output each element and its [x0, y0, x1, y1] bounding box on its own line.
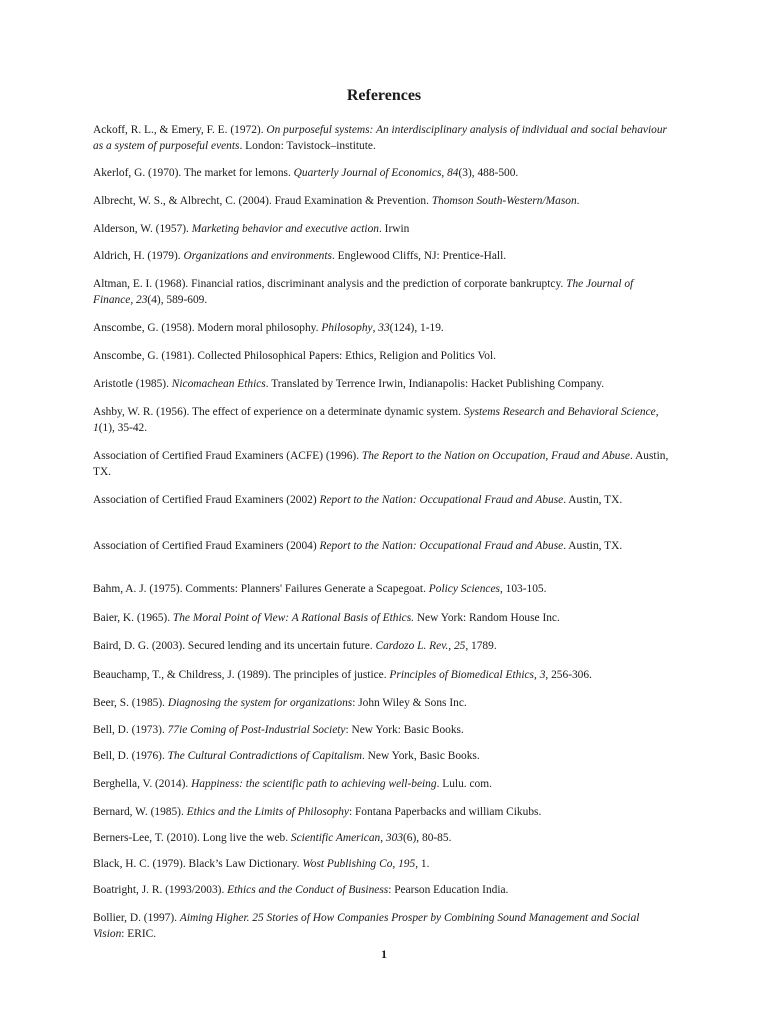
- reference-italic-text: Philosophy: [321, 322, 373, 334]
- reference-text: Altman, E. I. (1968). Financial ratios, discriminant analysis and the prediction of corporate bankruptcy.: [93, 278, 567, 290]
- reference-text: . New York, Basic Books.: [361, 750, 480, 762]
- reference-text: : New York: Basic Books.: [345, 724, 464, 736]
- reference-text: (6), 80-85.: [403, 832, 452, 844]
- reference-italic-text: Happiness: the scientific path to achieving well-being: [191, 778, 437, 790]
- reference-italic-text: Cardozo L. Rev., 25: [375, 640, 466, 652]
- reference-italic-text: The Report to the Nation on Occupation, Fraud and Abuse: [361, 450, 630, 462]
- reference-text: : ERIC.: [121, 928, 157, 940]
- reference-entry: [93, 448, 673, 480]
- reference-text: . Austin, TX.: [563, 540, 623, 552]
- reference-italic-text: The Cultural Contradictions of Capitalism: [167, 750, 362, 762]
- reference-text: Berners-Lee, T. (2010). Long live the web.: [93, 832, 291, 844]
- reference-entry: [93, 165, 673, 181]
- reference-text: Association of Certified Fraud Examiners (ACFE) (1996).: [93, 450, 362, 462]
- reference-italic-text: Report to the Nation: Occupational Fraud and Abuse: [319, 540, 564, 552]
- reference-text: Baier, K. (1965).: [93, 612, 173, 624]
- reference-entry: [93, 404, 673, 436]
- reference-italic-text: 1: [93, 422, 99, 434]
- reference-entry: [93, 248, 673, 264]
- reference-italic-text: Wost Publishing Co, 195: [302, 858, 416, 870]
- reference-text: Baird, D. G. (2003). Secured lending and its uncertain future.: [93, 640, 376, 652]
- reference-italic-text: Principles of Biomedical Ethics: [389, 669, 534, 681]
- reference-text: Alderson, W. (1957).: [93, 223, 192, 235]
- reference-text: : Pearson Education India.: [388, 884, 509, 896]
- reference-text: Bell, D. (1973).: [93, 724, 168, 736]
- reference-text: Anscombe, G. (1958). Modern moral philosophy.: [93, 322, 322, 334]
- reference-text: Beer, S. (1985).: [93, 697, 168, 709]
- reference-text: ,: [655, 406, 659, 418]
- reference-text: , 256-306.: [545, 669, 592, 681]
- reference-text: Akerlof, G. (1970). The market for lemons.: [93, 167, 294, 179]
- reference-text: (1), 35-42.: [98, 422, 148, 434]
- reference-entry: [93, 610, 673, 626]
- reference-text: ,: [380, 832, 386, 844]
- reference-entry: [93, 748, 673, 764]
- reference-entry: [93, 376, 673, 392]
- reference-italic-text: 3: [539, 669, 546, 681]
- reference-text: , 1.: [415, 858, 430, 870]
- reference-italic-text: Systems Research and Behavioral Science: [463, 406, 656, 418]
- reference-entry: [93, 695, 673, 711]
- reference-entry: [93, 492, 673, 508]
- reference-entry: [93, 581, 673, 597]
- reference-entry: [93, 122, 673, 154]
- reference-italic-text: Marketing behavior and executive action: [191, 223, 379, 235]
- reference-italic-text: Aiming Higher. 25 Stories of How Companies Prosper by Combining Sound Management and Social Vision: [93, 912, 640, 940]
- reference-text: Bernard, W. (1985).: [93, 806, 187, 818]
- reference-text: Albrecht, W. S., & Albrecht, C. (2004). Fraud Examination & Prevention.: [93, 195, 432, 207]
- reference-text: . Irwin: [378, 223, 410, 235]
- reference-text: Bollier, D. (1997).: [93, 912, 180, 924]
- reference-text: (4), 589-609.: [147, 294, 208, 306]
- reference-italic-text: The Journal of Finance, 23: [93, 278, 634, 306]
- reference-text: . London: Tavistock–institute.: [239, 140, 376, 152]
- reference-text: Beauchamp, T., & Childress, J. (1989). The principles of justice.: [93, 669, 390, 681]
- reference-italic-text: The Moral Point of View: A Rational Basis of Ethics.: [172, 612, 414, 624]
- reference-italic-text: Nicomachean Ethics: [171, 378, 266, 390]
- reference-entry: [93, 276, 673, 308]
- reference-entry: [93, 638, 673, 654]
- reference-text: , 1789.: [465, 640, 497, 652]
- reference-entry: [93, 193, 673, 209]
- reference-text: Association of Certified Fraud Examiners (2002): [93, 494, 320, 506]
- reference-text: . Englewood Cliffs, NJ: Prentice-Hall.: [331, 250, 507, 262]
- reference-italic-text: Ethics and the Conduct of Business: [227, 884, 389, 896]
- reference-text: Aristotle (1985).: [93, 378, 172, 390]
- reference-text: . Lulu. com.: [436, 778, 492, 790]
- reference-text: Bell, D. (1976).: [93, 750, 168, 762]
- reference-text: : John Wiley & Sons Inc.: [352, 697, 467, 709]
- reference-text: ,: [534, 669, 540, 681]
- reference-text: Boatright, J. R. (1993/2003).: [93, 884, 228, 896]
- reference-text: (3), 488-500.: [458, 167, 519, 179]
- reference-italic-text: On purposeful systems: An interdisciplinary analysis of individual and social behaviour as a system of purposeful events: [93, 124, 667, 152]
- reference-italic-text: Diagnosing the system for organizations: [167, 697, 353, 709]
- reference-text: Black, H. C. (1979). Black’s Law Dictionary.: [93, 858, 303, 870]
- reference-italic-text: Quarterly Journal of Economics, 84: [293, 167, 459, 179]
- reference-text: .: [576, 195, 580, 207]
- reference-italic-text: Organizations and environments: [183, 250, 332, 262]
- reference-entry: [93, 538, 673, 554]
- reference-entry: [93, 856, 673, 872]
- reference-entry: [93, 804, 673, 820]
- reference-entry: [93, 667, 673, 683]
- reference-text: New York: Random House Inc.: [413, 612, 560, 624]
- reference-entry: [93, 320, 673, 336]
- reference-italic-text: 77ie Coming of Post-Industrial Society: [167, 724, 346, 736]
- reference-entry: [93, 910, 673, 942]
- reference-text: Berghella, V. (2014).: [93, 778, 192, 790]
- reference-entry: [93, 882, 673, 898]
- reference-entry: [93, 348, 673, 364]
- reference-text: Aldrich, H. (1979).: [93, 250, 184, 262]
- reference-italic-text: 303: [385, 832, 404, 844]
- reference-italic-text: Policy Sciences: [428, 583, 500, 595]
- reference-text: Association of Certified Fraud Examiners (2004): [93, 540, 320, 552]
- reference-text: Bahm, A. J. (1975). Comments: Planners' Failures Generate a Scapegoat.: [93, 583, 429, 595]
- reference-text: ,: [372, 322, 379, 334]
- reference-entry: [93, 722, 673, 738]
- reference-text: Anscombe, G. (1981). Collected Philosophical Papers: Ethics, Religion and Politics Vol.: [93, 350, 496, 362]
- reference-italic-text: Report to the Nation: Occupational Fraud and Abuse: [319, 494, 564, 506]
- reference-italic-text: Thomson South-Western/Mason: [431, 195, 577, 207]
- reference-text: Ashby, W. R. (1956). The effect of experience on a determinate dynamic system.: [93, 406, 464, 418]
- reference-text: . Austin, TX.: [93, 450, 669, 478]
- reference-text: : Fontana Paperbacks and william Cikubs.: [348, 806, 542, 818]
- reference-text: Ackoff, R. L., & Emery, F. E. (1972).: [93, 124, 267, 136]
- reference-entry: [93, 221, 673, 237]
- reference-entry: [93, 830, 673, 846]
- reference-text: . Austin, TX.: [563, 494, 623, 506]
- reference-entry: [93, 776, 673, 792]
- page-title: References: [346, 87, 422, 104]
- reference-text: , 103-105.: [499, 583, 547, 595]
- page-number: 1: [381, 947, 387, 961]
- reference-text: (124), 1-19.: [389, 322, 444, 334]
- reference-italic-text: 33: [378, 322, 390, 334]
- reference-italic-text: Scientific American: [290, 832, 381, 844]
- reference-text: . Translated by Terrence Irwin, Indianapolis: Hacket Publishing Company.: [265, 378, 605, 390]
- reference-italic-text: Ethics and the Limits of Philosophy: [186, 806, 349, 818]
